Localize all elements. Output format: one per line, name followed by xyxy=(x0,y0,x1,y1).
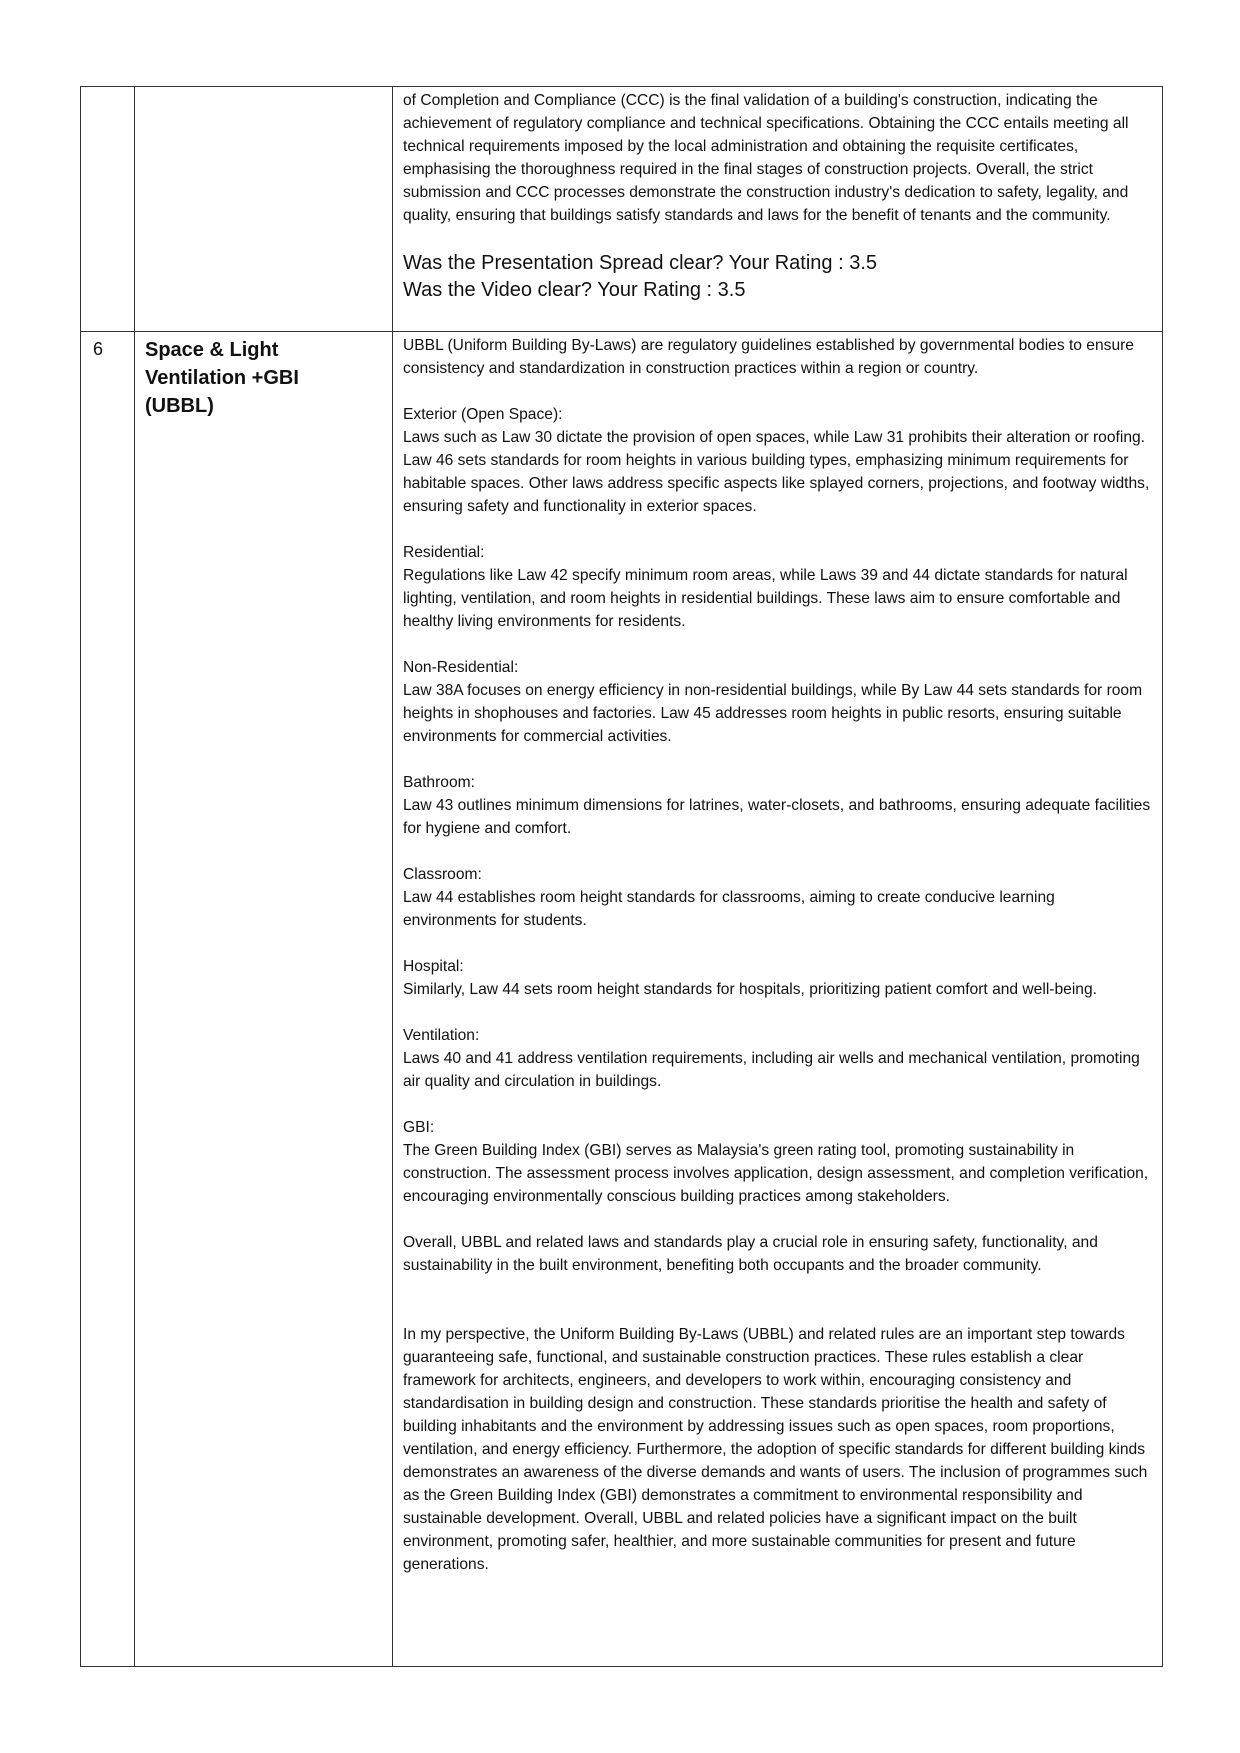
section-body: Regulations like Law 42 specify minimum room areas, while Laws 39 and 44 dictate standards for natural lighting, ventilation, and room heights in residential buildings. These laws aim to ensure comfortable and healthy living environments for residents. xyxy=(403,567,1128,630)
section-body: Similarly, Law 44 sets room height standards for hospitals, prioritizing patient comfort and well-being. xyxy=(403,981,1097,998)
summary-paragraph: Overall, UBBL and related laws and standards play a crucial role in ensuring safety, functionality, and sustainability in the built environment, benefiting both occupants and the broader community. xyxy=(403,1234,1098,1274)
section-heading: Exterior (Open Space): xyxy=(403,406,563,423)
topic-title xyxy=(135,87,392,91)
intro-paragraph: UBBL (Uniform Building By-Laws) are regulatory guidelines established by governmental bodies to ensure consistency and standardization in construction practices within a region or country. xyxy=(403,337,1134,377)
content-cell xyxy=(393,87,1163,332)
ratings-block xyxy=(403,250,1152,304)
content-cell xyxy=(393,332,1163,1667)
section-heading: Non-Residential: xyxy=(403,659,519,676)
row-number-cell xyxy=(81,87,135,332)
section-heading: Residential: xyxy=(403,544,485,561)
row-number-cell xyxy=(81,332,135,1667)
section-body: Law 38A focuses on energy efficiency in non-residential buildings, while By Law 44 sets standards for room heights in shophouses and factories. Law 45 addresses room heights in public resorts, ensuring suitable environments for commercial activities. xyxy=(403,682,1143,745)
video-rating: Was the Video clear? Your Rating : 3.5 xyxy=(403,279,746,301)
row-number: 6 xyxy=(93,339,104,359)
section-body: The Green Building Index (GBI) serves as Malaysia's green rating tool, promoting sustainability in construction. The assessment process involves application, design assessment, and completion verification, encouraging environmentally conscious building practices among stakeholders. xyxy=(403,1142,1149,1205)
section-heading: Hospital: xyxy=(403,958,464,975)
ccc-paragraph: of Completion and Compliance (CCC) is the final validation of a building's construction, indicating the achievement of regulatory compliance and technical specifications. Obtaining the CCC entails meeting all technical requirements imposed by the local administration and obtaining the requisite certificates, emphasising the thoroughness required in the final stages of construction projects. Overall, the strict submission and CCC processes demonstrate the construction industry's dedication to safety, legality, and quality, ensuring that buildings satisfy standards and laws for the benefit of tenants and the community. xyxy=(403,92,1129,224)
topic-cell xyxy=(135,332,393,1667)
row-number xyxy=(81,87,134,91)
topic-line: Ventilation +GBI xyxy=(145,367,299,389)
section-body: Laws 40 and 41 address ventilation requirements, including air wells and mechanical ventilation, promoting air quality and circulation in buildings. xyxy=(403,1050,1140,1090)
section-body: Laws such as Law 30 dictate the provision of open spaces, while Law 31 prohibits their alteration or roofing. Law 46 sets standards for room heights in various building types, emphasizing minimum requirements for habitable spaces. Other laws address specific aspects like splayed corners, projections, and footway widths, ensuring safety and functionality in exterior spaces. xyxy=(403,429,1150,515)
topic-line: Space & Light xyxy=(145,339,279,361)
presentation-rating: Was the Presentation Spread clear? Your Rating : 3.5 xyxy=(403,252,877,274)
section-heading: Classroom: xyxy=(403,866,482,883)
topic-line: (UBBL) xyxy=(145,395,214,417)
section-heading: Ventilation: xyxy=(403,1027,480,1044)
assignment-table xyxy=(80,86,1163,1667)
topic-cell xyxy=(135,87,393,332)
topic-title xyxy=(135,332,392,420)
section-body: Law 43 outlines minimum dimensions for latrines, water-closets, and bathrooms, ensuring adequate facilities for hygiene and comfort. xyxy=(403,797,1151,837)
section-heading: GBI: xyxy=(403,1119,435,1136)
section-heading: Bathroom: xyxy=(403,774,475,791)
table-row xyxy=(81,332,1163,1667)
section-body: Law 44 establishes room height standards for classrooms, aiming to create conducive learning environments for students. xyxy=(403,889,1055,929)
perspective-paragraph: In my perspective, the Uniform Building By-Laws (UBBL) and related rules are an important step towards guaranteeing safe, functional, and sustainable construction practices. These rules establish a clear framework for architects, engineers, and developers to work within, encouraging consistency and standardisation in building design and construction. These standards prioritise the health and safety of building inhabitants and the environment by addressing issues such as open spaces, room proportions, ventilation, and energy efficiency. Furthermore, the adoption of specific standards for different building kinds demonstrates an awareness of the diverse demands and wants of users. The inclusion of programmes such as the Green Building Index (GBI) demonstrates a commitment to environmental responsibility and sustainable development. Overall, UBBL and related policies have a significant impact on the built environment, promoting safer, healthier, and more sustainable communities for present and future generations. xyxy=(403,1326,1148,1573)
table-row xyxy=(81,87,1163,332)
